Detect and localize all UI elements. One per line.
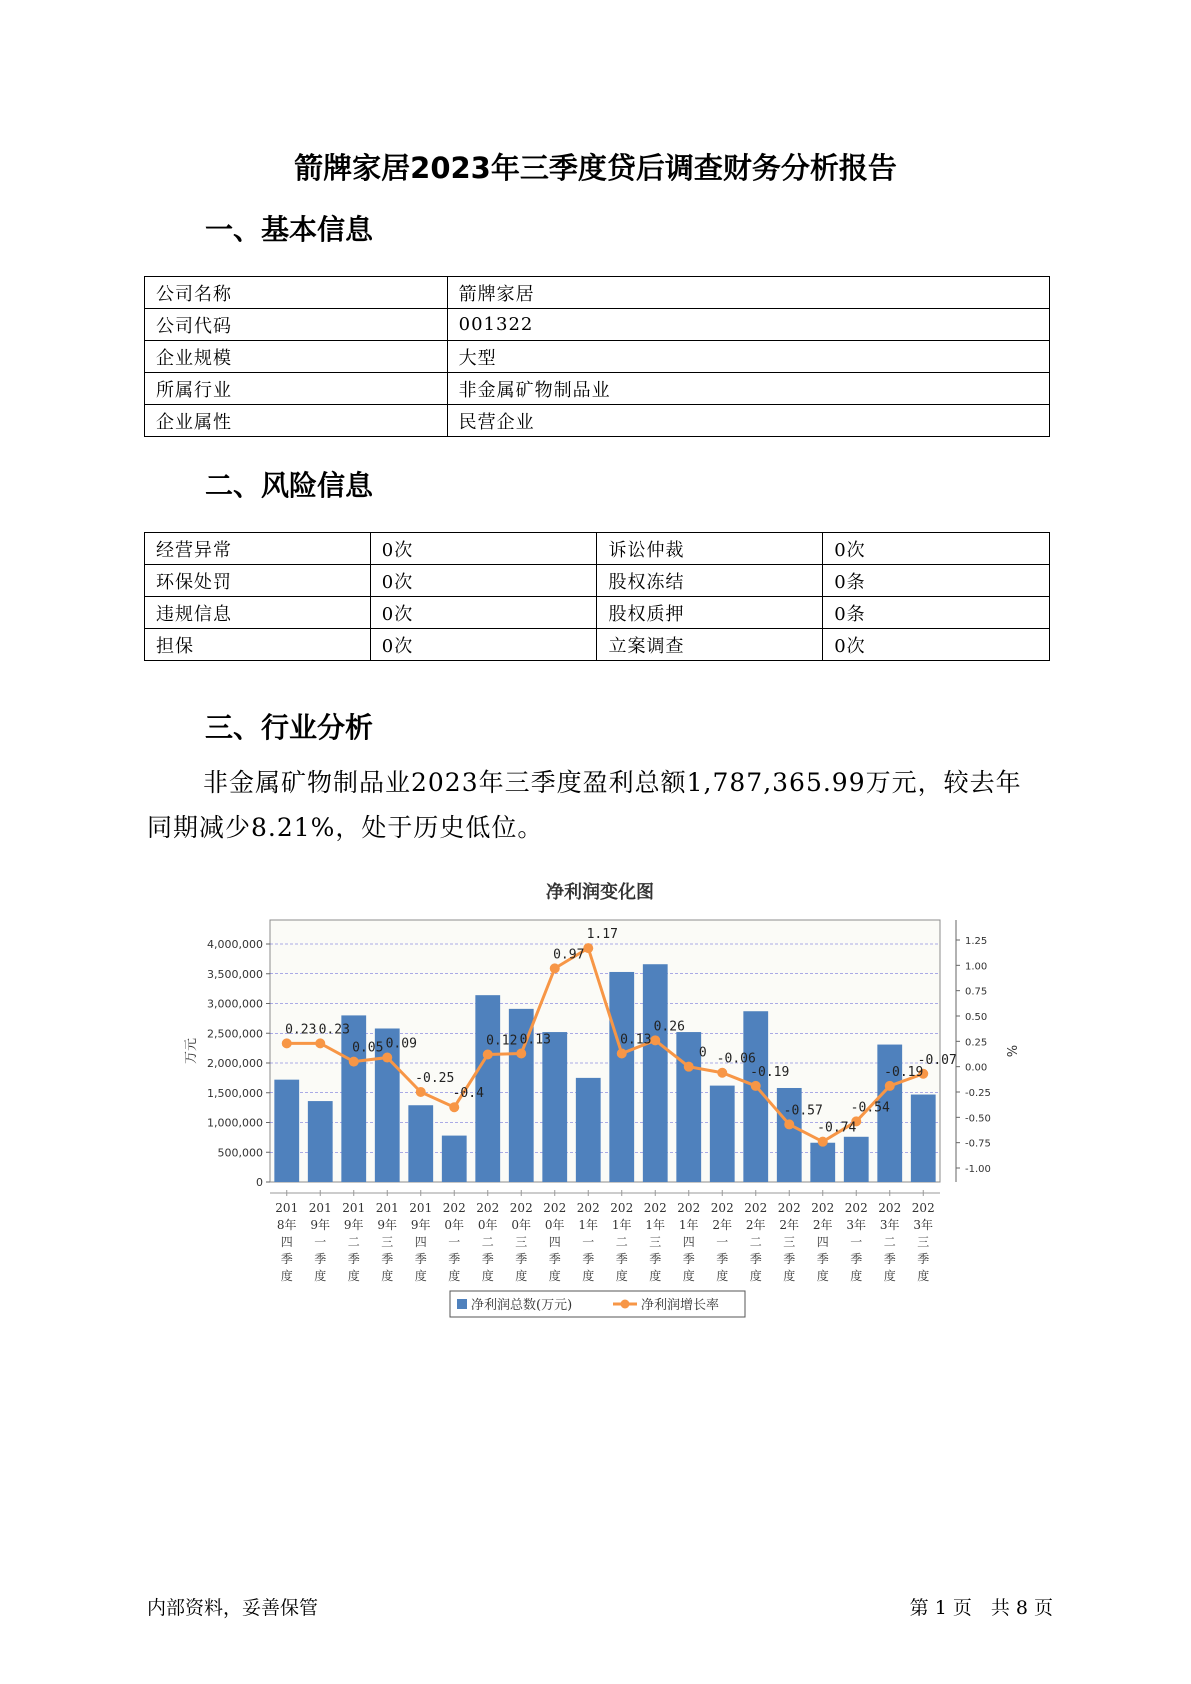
- x-tick-label: 度: [649, 1269, 662, 1283]
- basic-info-value: 非金属矿物制品业: [447, 373, 1049, 405]
- legend-label-growth-rate: 净利润增长率: [641, 1298, 720, 1313]
- x-tick-label: 202: [677, 1201, 701, 1215]
- section-heading-basic-info: 一、基本信息: [205, 213, 374, 246]
- data-label: -0.06: [716, 1051, 756, 1067]
- x-tick-label: 三: [917, 1235, 930, 1249]
- x-tick-label: 度: [850, 1269, 863, 1283]
- footer-note: 内部资料，妥善保管: [147, 1597, 319, 1619]
- x-tick-label: 季: [816, 1252, 829, 1266]
- x-tick-label: 度: [481, 1269, 494, 1283]
- y-tick-label: 2,500,000: [207, 1027, 263, 1041]
- y-tick-label: 0: [256, 1176, 263, 1189]
- y2-tick-label: -1.00: [965, 1164, 991, 1175]
- bar: [844, 1137, 869, 1182]
- x-tick-label: 季: [381, 1252, 394, 1266]
- growth-rate-point: [583, 943, 593, 953]
- y-tick-label: 500,000: [217, 1146, 263, 1160]
- x-tick-label: 三: [381, 1235, 394, 1249]
- data-label: 1.17: [586, 927, 618, 943]
- risk-label: 经营异常: [145, 533, 371, 565]
- x-tick-label: 3年: [879, 1218, 900, 1232]
- growth-rate-point: [717, 1068, 727, 1078]
- risk-value: 0条: [823, 565, 1050, 597]
- y-tick-label: 2,000,000: [207, 1057, 263, 1070]
- x-tick-label: 202: [710, 1201, 734, 1215]
- x-tick-label: 202: [442, 1201, 466, 1215]
- bar: [676, 1032, 701, 1182]
- x-tick-label: 季: [280, 1252, 293, 1266]
- bar: [408, 1105, 433, 1182]
- basic-info-value: 箭牌家居: [447, 277, 1049, 309]
- growth-rate-point: [315, 1038, 325, 1048]
- x-tick-label: 季: [649, 1252, 662, 1266]
- x-tick-label: 一: [448, 1235, 461, 1249]
- x-tick-label: 三: [515, 1235, 528, 1249]
- growth-rate-point: [282, 1038, 292, 1048]
- growth-rate-point: [885, 1081, 895, 1091]
- x-tick-label: 2年: [779, 1218, 800, 1232]
- table-row: [145, 629, 1050, 661]
- x-tick-label: 三: [649, 1235, 662, 1249]
- x-tick-label: 202: [509, 1201, 533, 1215]
- y-tick-label: 1,500,000: [207, 1086, 263, 1100]
- bar: [710, 1086, 735, 1182]
- growth-rate-point: [349, 1057, 359, 1067]
- x-tick-label: 度: [917, 1269, 930, 1283]
- x-tick-label: 度: [716, 1269, 729, 1283]
- x-tick-label: 8年: [276, 1218, 297, 1232]
- x-tick-label: 四: [682, 1235, 695, 1249]
- x-tick-label: 四: [548, 1235, 561, 1249]
- x-tick-label: 201: [308, 1201, 332, 1215]
- x-tick-label: 9年: [377, 1218, 398, 1232]
- table-row: [145, 565, 1050, 597]
- x-tick-label: 季: [749, 1252, 762, 1266]
- data-label: 0.26: [653, 1019, 685, 1035]
- chart-legend: [450, 1291, 745, 1317]
- x-tick-label: 9年: [343, 1218, 364, 1232]
- data-label: 0: [698, 1045, 707, 1061]
- risk-value: 0次: [823, 533, 1050, 565]
- data-label: 0.13: [620, 1032, 652, 1048]
- growth-rate-point: [684, 1062, 694, 1072]
- data-label: -0.07: [917, 1052, 957, 1068]
- x-tick-label: 一: [850, 1235, 863, 1249]
- bar: [308, 1101, 333, 1182]
- x-tick-label: 度: [883, 1269, 896, 1283]
- risk-value: 0次: [370, 629, 597, 661]
- growth-rate-point: [818, 1137, 828, 1147]
- data-label: -0.74: [817, 1120, 857, 1136]
- x-tick-label: 度: [414, 1269, 427, 1283]
- y2-tick-label: 1.25: [965, 936, 988, 947]
- y2-tick-label: -0.25: [965, 1088, 991, 1099]
- y2-tick-label: 0.25: [965, 1037, 988, 1049]
- section-heading-risk-info: 二、风险信息: [205, 469, 374, 502]
- x-tick-label: 季: [783, 1252, 796, 1266]
- legend-label-net-profit: 净利润总数(万元): [471, 1298, 573, 1313]
- growth-rate-point: [382, 1053, 392, 1063]
- x-tick-label: 季: [917, 1252, 930, 1266]
- x-tick-label: 202: [911, 1201, 935, 1215]
- x-tick-label: 202: [610, 1201, 634, 1215]
- x-tick-label: 度: [582, 1269, 595, 1283]
- growth-rate-point: [516, 1048, 526, 1058]
- x-tick-label: 季: [481, 1252, 494, 1266]
- data-label: 0.05: [352, 1040, 384, 1056]
- x-tick-label: 四: [280, 1235, 293, 1249]
- y2-axis-label: %: [1003, 1044, 1018, 1058]
- x-tick-label: 度: [816, 1269, 829, 1283]
- risk-label: 诉讼仲裁: [597, 533, 823, 565]
- x-tick-label: 202: [844, 1201, 868, 1215]
- y2-tick-label: -0.50: [965, 1113, 991, 1125]
- y2-tick-label: 0.00: [965, 1062, 988, 1074]
- bar: [643, 964, 668, 1182]
- y2-tick-label: 1.00: [965, 961, 988, 973]
- x-tick-label: 度: [515, 1269, 528, 1283]
- x-tick-label: 0年: [544, 1218, 565, 1232]
- x-tick-label: 度: [448, 1269, 461, 1283]
- x-tick-label: 四: [816, 1235, 829, 1249]
- x-tick-label: 202: [543, 1201, 567, 1215]
- x-tick-label: 度: [381, 1269, 394, 1283]
- x-tick-label: 季: [582, 1252, 595, 1266]
- x-tick-label: 季: [448, 1252, 461, 1266]
- risk-value: 0次: [823, 629, 1050, 661]
- x-tick-label: 0年: [444, 1218, 465, 1232]
- x-tick-label: 0年: [511, 1218, 532, 1232]
- x-tick-label: 201: [342, 1201, 366, 1215]
- x-tick-label: 季: [850, 1252, 863, 1266]
- legend-swatch-point: [621, 1300, 630, 1309]
- table-row: [145, 373, 1050, 405]
- data-label: 0.23: [285, 1022, 317, 1038]
- growth-rate-point: [416, 1087, 426, 1097]
- x-tick-label: 度: [347, 1269, 360, 1283]
- x-tick-label: 季: [515, 1252, 528, 1266]
- growth-rate-point: [449, 1102, 459, 1112]
- data-label: -0.25: [415, 1071, 455, 1086]
- basic-info-table: [144, 276, 1050, 437]
- x-tick-label: 202: [576, 1201, 600, 1215]
- bar: [274, 1080, 299, 1182]
- left-axis: [207, 938, 270, 1189]
- x-tick-label: 度: [314, 1269, 327, 1283]
- growth-rate-point: [650, 1035, 660, 1045]
- risk-value: 0次: [370, 533, 597, 565]
- risk-value: 0条: [823, 597, 1050, 629]
- y2-tick-label: 0.50: [965, 1012, 988, 1023]
- table-row: [145, 597, 1050, 629]
- x-tick-label: 一: [582, 1235, 595, 1249]
- x-tick-label: 四: [414, 1235, 427, 1249]
- y-tick-label: 3,000,000: [207, 997, 263, 1011]
- y2-tick-label: 0.75: [965, 986, 988, 998]
- table-row: [145, 341, 1050, 373]
- basic-info-value: 大型: [447, 341, 1049, 373]
- risk-info-table: [144, 532, 1050, 661]
- y-axis-label: 万元: [184, 1037, 199, 1065]
- growth-rate-point: [617, 1048, 627, 1058]
- data-label: 0.09: [385, 1036, 417, 1052]
- x-tick-label: 0年: [477, 1218, 498, 1232]
- right-axis: [956, 920, 991, 1182]
- basic-info-label: 公司名称: [145, 277, 448, 309]
- x-tick-label: 季: [414, 1252, 427, 1266]
- x-axis: [270, 1190, 940, 1283]
- growth-rate-point: [784, 1119, 794, 1129]
- data-label: -0.19: [884, 1064, 924, 1080]
- x-tick-label: 度: [548, 1269, 561, 1283]
- risk-label: 股权冻结: [597, 565, 823, 597]
- x-tick-label: 季: [615, 1252, 628, 1266]
- data-label: 0.97: [553, 947, 585, 963]
- x-tick-label: 二: [615, 1235, 628, 1249]
- x-tick-label: 202: [777, 1201, 801, 1215]
- risk-label: 股权质押: [597, 597, 823, 629]
- x-tick-label: 3年: [846, 1218, 867, 1232]
- legend-swatch-bar: [457, 1299, 467, 1309]
- x-tick-label: 1年: [578, 1218, 599, 1232]
- growth-rate-point: [751, 1081, 761, 1091]
- x-tick-label: 一: [716, 1235, 729, 1249]
- section-heading-industry-analysis: 三、行业分析: [205, 711, 374, 744]
- table-row: [145, 277, 1050, 309]
- bar: [609, 972, 634, 1182]
- x-tick-label: 202: [643, 1201, 667, 1215]
- bar: [442, 1136, 467, 1182]
- x-tick-label: 三: [783, 1235, 796, 1249]
- bar: [576, 1078, 601, 1182]
- x-tick-label: 季: [883, 1252, 896, 1266]
- x-tick-label: 度: [682, 1269, 695, 1283]
- growth-rate-point: [550, 963, 560, 973]
- x-tick-label: 季: [548, 1252, 561, 1266]
- x-tick-label: 度: [749, 1269, 762, 1283]
- risk-label: 立案调查: [597, 629, 823, 661]
- y-tick-label: 1,000,000: [207, 1116, 263, 1130]
- net-profit-chart: [175, 870, 1018, 1340]
- x-tick-label: 季: [682, 1252, 695, 1266]
- bar: [542, 1032, 567, 1182]
- data-label: -0.57: [783, 1103, 823, 1119]
- risk-label: 环保处罚: [145, 565, 371, 597]
- y-tick-label: 4,000,000: [207, 938, 263, 951]
- x-tick-label: 二: [347, 1235, 360, 1249]
- data-label: 0.13: [519, 1032, 551, 1048]
- x-tick-label: 度: [280, 1269, 293, 1283]
- risk-label: 违规信息: [145, 597, 371, 629]
- y2-tick-label: -0.75: [965, 1138, 991, 1150]
- basic-info-label: 企业规模: [145, 341, 448, 373]
- x-tick-label: 2年: [812, 1218, 833, 1232]
- x-tick-label: 9年: [310, 1218, 331, 1232]
- x-tick-label: 201: [409, 1201, 433, 1215]
- x-tick-label: 季: [347, 1252, 360, 1266]
- x-tick-label: 1年: [678, 1218, 699, 1232]
- page-number: 第 1 页 共 8 页: [909, 1597, 1053, 1619]
- table-row: [145, 405, 1050, 437]
- bar: [777, 1088, 802, 1182]
- bar: [810, 1143, 835, 1182]
- x-tick-label: 二: [481, 1235, 494, 1249]
- y-tick-label: 3,500,000: [207, 967, 263, 981]
- x-tick-label: 3年: [913, 1218, 934, 1232]
- x-tick-label: 201: [375, 1201, 399, 1215]
- risk-value: 0次: [370, 565, 597, 597]
- x-tick-label: 2年: [712, 1218, 733, 1232]
- x-tick-label: 度: [615, 1269, 628, 1283]
- data-label: 0.23: [318, 1022, 350, 1038]
- x-tick-label: 度: [783, 1269, 796, 1283]
- industry-analysis-paragraph: 非金属矿物制品业2023年三季度盈利总额1,787,365.99万元，较去年同期减少8.21%，处于历史低位。: [147, 768, 1022, 842]
- basic-info-label: 公司代码: [145, 309, 448, 341]
- x-tick-label: 202: [744, 1201, 768, 1215]
- bar: [911, 1095, 936, 1182]
- x-tick-label: 一: [314, 1235, 327, 1249]
- table-row: [145, 533, 1050, 565]
- report-title: 箭牌家居2023年三季度贷后调查财务分析报告: [294, 151, 897, 185]
- growth-rate-point: [483, 1050, 493, 1060]
- x-tick-label: 9年: [410, 1218, 431, 1232]
- risk-value: 0次: [370, 597, 597, 629]
- x-tick-label: 1年: [611, 1218, 632, 1232]
- data-label: 0.12: [486, 1033, 518, 1049]
- chart-title: 净利润变化图: [546, 882, 654, 903]
- table-row: [145, 309, 1050, 341]
- x-tick-label: 202: [476, 1201, 500, 1215]
- x-tick-label: 季: [314, 1252, 327, 1266]
- risk-label: 担保: [145, 629, 371, 661]
- x-tick-label: 1年: [645, 1218, 666, 1232]
- x-tick-label: 二: [883, 1235, 896, 1249]
- data-label: -0.19: [750, 1064, 790, 1080]
- data-label: -0.54: [850, 1100, 890, 1116]
- basic-info-value: 001322: [447, 309, 1049, 341]
- basic-info-label: 企业属性: [145, 405, 448, 437]
- x-tick-label: 202: [878, 1201, 902, 1215]
- x-tick-label: 二: [749, 1235, 762, 1249]
- basic-info-value: 民营企业: [447, 405, 1049, 437]
- basic-info-label: 所属行业: [145, 373, 448, 405]
- x-tick-label: 202: [811, 1201, 835, 1215]
- x-tick-label: 2年: [745, 1218, 766, 1232]
- data-label: -0.4: [452, 1086, 484, 1102]
- x-tick-label: 201: [275, 1201, 299, 1215]
- x-tick-label: 季: [716, 1252, 729, 1266]
